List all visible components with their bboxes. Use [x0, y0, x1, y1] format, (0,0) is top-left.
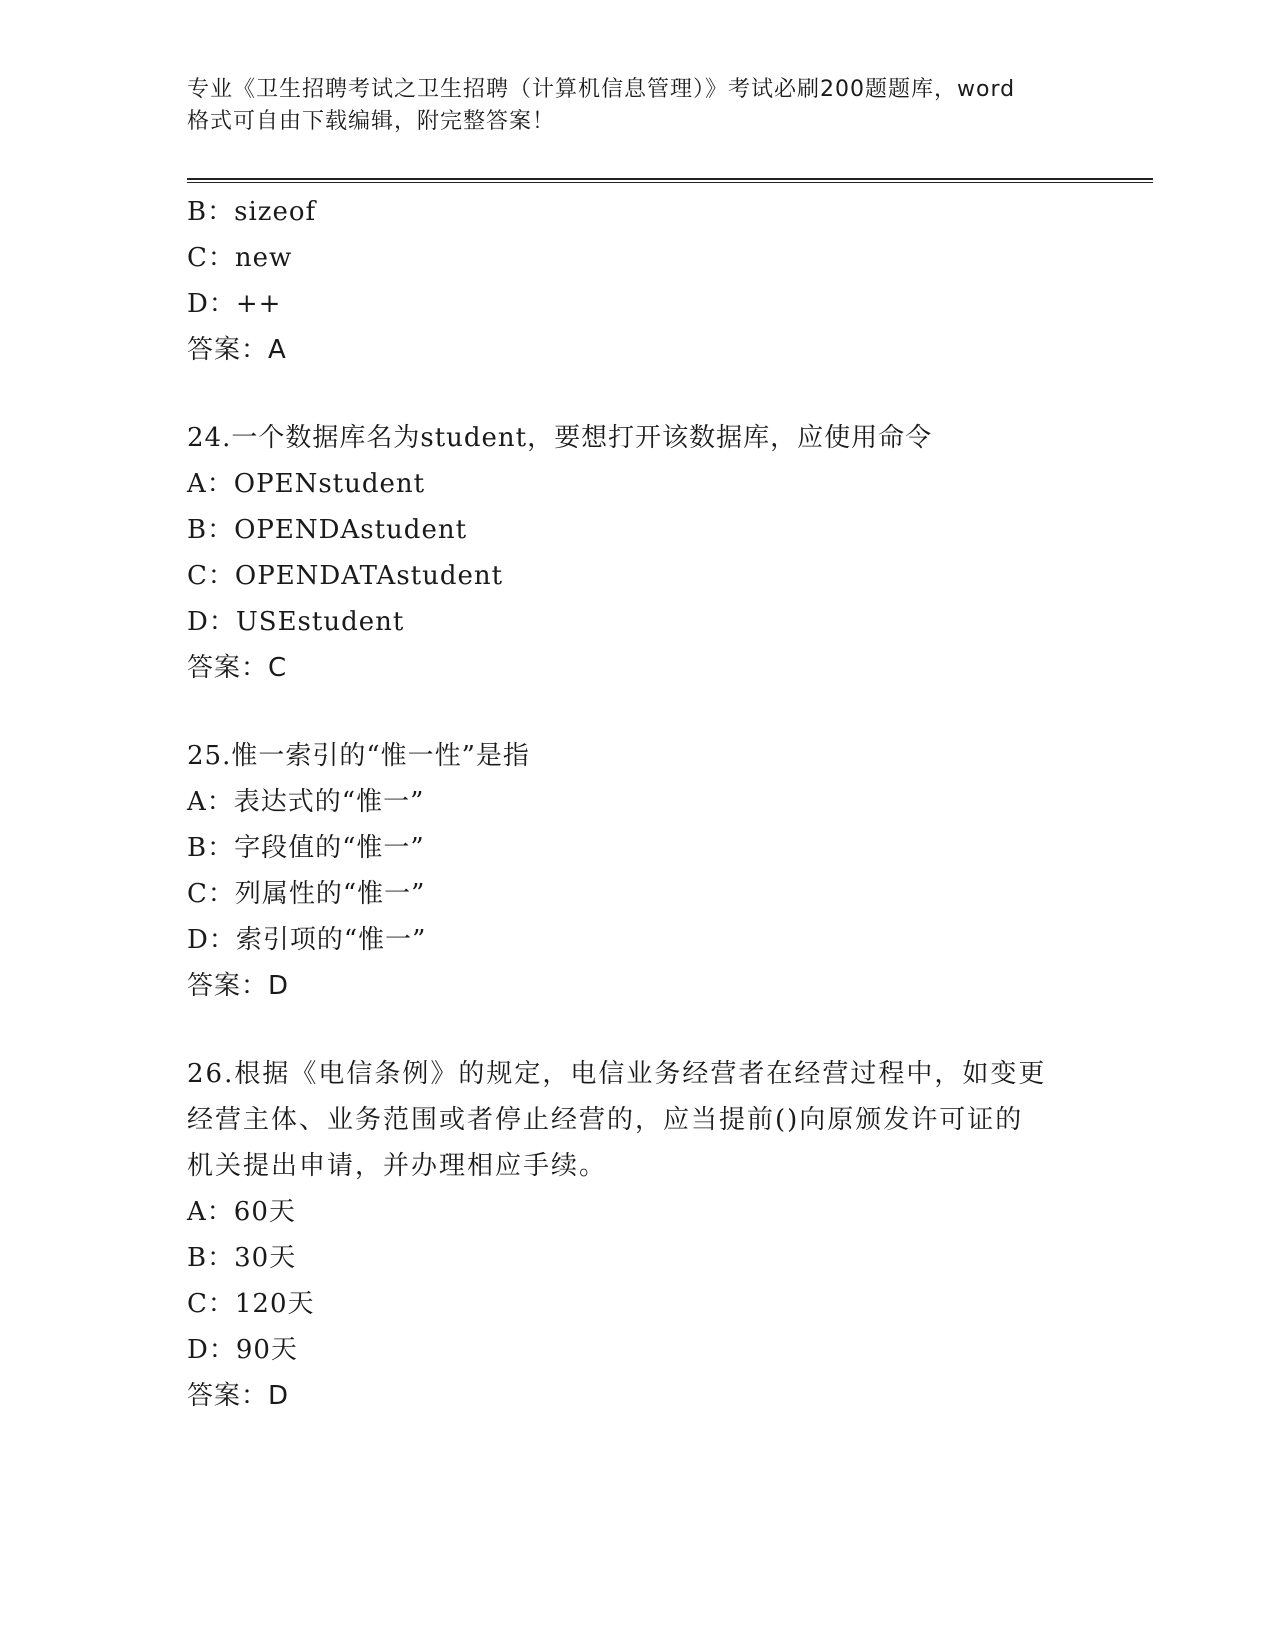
header-line-2: 格式可自由下载编辑，附完整答案！ — [187, 109, 556, 134]
answer-label: 答案：C — [187, 653, 288, 683]
option-d: D：++ — [187, 289, 282, 319]
option-b: B：OPENDAstudent — [187, 515, 468, 545]
option-d: D：90天 — [187, 1335, 298, 1365]
answer-label: 答案：D — [187, 971, 290, 1001]
spacer — [187, 691, 1087, 733]
spacer — [187, 1009, 1087, 1051]
option-c: C：new — [187, 243, 293, 273]
option-c: C：列属性的“惟一” — [187, 879, 426, 909]
question-title: 24.一个数据库名为student，要想打开该数据库，应使用命令 — [187, 423, 933, 453]
question-26 — [187, 1051, 1087, 1419]
question-25 — [187, 733, 1087, 1009]
answer-label: 答案：A — [187, 335, 287, 365]
option-a: A：60天 — [187, 1197, 296, 1227]
option-c: C：OPENDATAstudent — [187, 561, 504, 591]
option-c: C：120天 — [187, 1289, 315, 1319]
spacer — [187, 373, 1087, 415]
option-d: D：索引项的“惟一” — [187, 925, 427, 955]
document-header — [187, 74, 1087, 138]
option-a: A：表达式的“惟一” — [187, 787, 425, 817]
option-b: B：30天 — [187, 1243, 297, 1273]
question-24 — [187, 415, 1087, 691]
option-a: A：OPENstudent — [187, 469, 426, 499]
question-title — [187, 1051, 1087, 1189]
option-b: B：字段值的“惟一” — [187, 833, 425, 863]
option-d: D：USEstudent — [187, 607, 405, 637]
question-title-line-1: 26.根据《电信条例》的规定，电信业务经营者在经营过程中，如变更 — [187, 1059, 1047, 1089]
question-list — [187, 189, 1087, 1419]
question-title: 25.惟一索引的“惟一性”是指 — [187, 741, 530, 771]
question-23-tail — [187, 189, 1087, 373]
header-line-1: 专业《卫生招聘考试之卫生招聘（计算机信息管理）》考试必刷200题题库，word — [187, 77, 1016, 102]
answer-label: 答案：D — [187, 1381, 290, 1411]
option-b: B：sizeof — [187, 197, 317, 227]
header-divider — [187, 178, 1153, 183]
question-title-line-2: 经营主体、业务范围或者停止经营的，应当提前()向原颁发许可证的 — [187, 1105, 1024, 1135]
question-title-line-3: 机关提出申请，并办理相应手续。 — [187, 1151, 608, 1181]
